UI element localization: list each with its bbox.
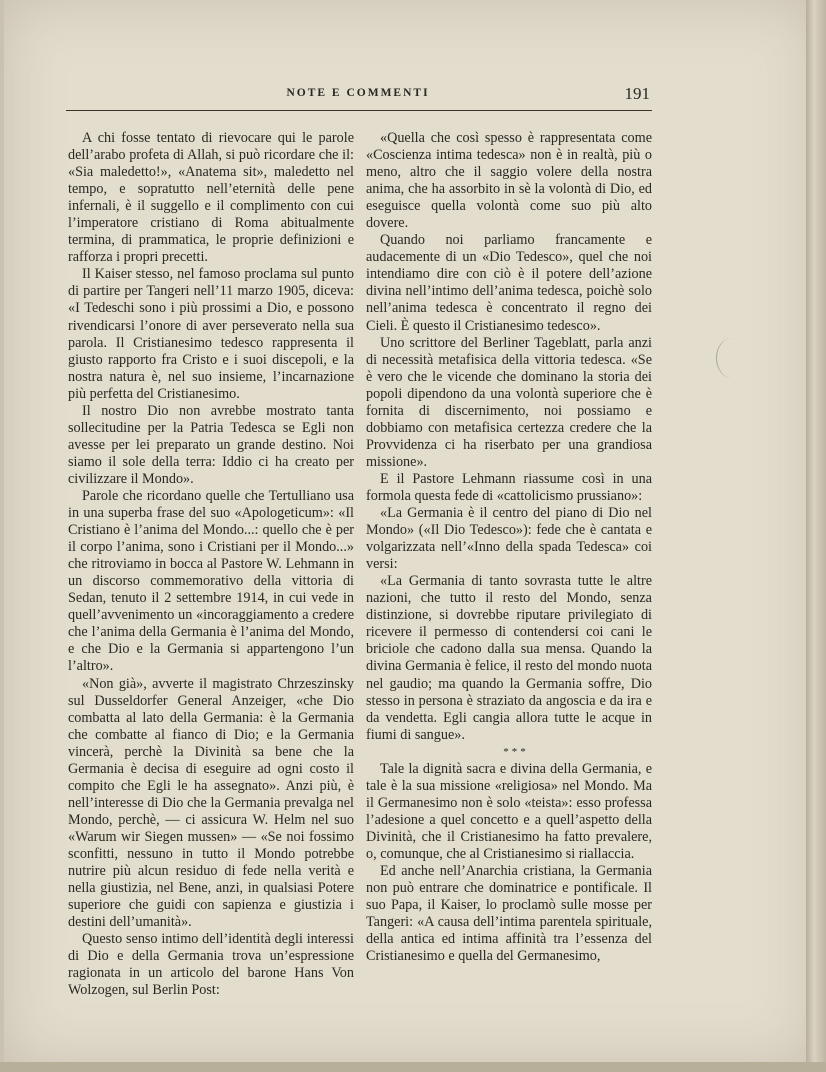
paragraph: Ed anche nell’Anarchia cristiana, la Germania non può entrare che dominatrice e pontificale. Il suo Papa, il Kaiser, lo proclamò sulle mosse per Tangeri: «A causa dell’intima parentela spirituale, della antica ed intima affinità tra l’essenza del Cristianesimo e quella del Germanesimo,: [366, 863, 652, 965]
paragraph: Quando noi parliamo francamente e audacemente di un «Dio Tedesco», quel che noi intendiamo dire con ciò è il potere dell’azione divina nell’intimo dell’anima tedesca, poichè solo nell’anima tedesca è concentrato il regno dei Cieli. È questo il Cristianesimo tedesco».: [366, 232, 652, 334]
pencil-mark: [716, 338, 747, 378]
section-separator: ***: [503, 745, 529, 758]
paragraph: «Non già», avverte il magistrato Chrzeszinsky sul Dusseldorfer General Anzeiger, «che Dio combatta al lato della Germania: è la Germania che combatte al fianco di Dio; e la Germania vincerà, perchè la Divinità sa bene che la Germania è decisa di eseguire ad ogni costo il compito che Egli le ha assegnato». Anzi più, è nell’interesse di Dio che la Germania prevalga nel Mondo, perchè, — ci assicura W. Helm nel suo «Warum wir Siegen mussen» — «Se noi fossimo sconfitti, nessuno in tutto il Mondo potrebbe nutrire più alcun residuo di fede nella verità e nella giustizia, nel Bene, anzi, in qualsiasi Potere superiore che guidi con sapienza e giustizia i destini dell’umanità».: [68, 675, 354, 931]
paragraph: «La Germania di tanto sovrasta tutte le altre nazioni, che tutto il resto del Mondo, senza distinzione, si dovrebbe riputare privilegiato di ricevere il permesso di contendersi coi cani le briciole che cadono dalla sua mensa. Quando la divina Germania è felice, il resto del mondo nuota nel gaudio; ma quando la Germania soffre, Dio stesso in persona è straziato da angoscia e da ira e da vendetta. Egli cangia allora tutte le acque in fiumi di sangue».: [366, 573, 652, 743]
paragraph: Questo senso intimo dell’identità degli interessi di Dio e della Germania trova un’espressione ragionata in un articolo del barone Hans Von Wolzogen, sul Berlin Post:: [68, 931, 354, 999]
paragraph: A chi fosse tentato di rievocare qui le parole dell’arabo profeta di Allah, si può ricordare che il: «Sia maledetto!», «Anatema sit», maledetto nel tempo, e sopratutto nell’eternità delle pene infernali, è il suggello e il complimento con cui l’imperatore cristiano di Roma abitualmente termina, di prammatica, le proprie definizioni e rafforza i propri precetti.: [68, 130, 354, 266]
paragraph: «Quella che così spesso è rappresentata come «Coscienza intima tedesca» non è in realtà, più o meno, altro che il saggio volere della nostra anima, che ha assorbito in sè la volontà di Dio, ed eseguisce quella volontà come suo più alto dovere.: [366, 130, 652, 232]
page-edge-bottom: [0, 1062, 826, 1072]
page-number: 191: [624, 84, 650, 103]
right-column: [366, 130, 652, 965]
header-rule: [66, 110, 652, 111]
running-header: [66, 86, 650, 106]
page-edge-right: [806, 0, 826, 1072]
paragraph: «La Germania è il centro del piano di Dio nel Mondo» («Il Dio Tedesco»): fede che è cantata e volgarizzata nell’«Inno della spada Tedesca» coi versi:: [366, 505, 652, 573]
left-column: [68, 130, 354, 999]
paragraph: Il Kaiser stesso, nel famoso proclama sul punto di partire per Tangeri nell’11 marzo 1905, diceva: «I Tedeschi sono i più prossimi a Dio, e possono rivendicarsi l’onore di aver perseverato nella sua parola. Il Cristianesimo tedesco rappresenta il giusto rapporto fra Cristo e i suoi discepoli, e la nostra natura è, nel suo insieme, l’incarnazione più perfetta del Cristianesimo.: [68, 266, 354, 402]
paragraph: E il Pastore Lehmann riassume così in una formola questa fede di «cattolicismo prussiano»:: [366, 470, 652, 504]
paragraph: Il nostro Dio non avrebbe mostrato tanta sollecitudine per la Patria Tedesca se Egli non avesse per lei preparato un grande destino. Noi siamo il sole della terra: Iddio ci ha creato per civilizzare il Mondo».: [68, 402, 354, 487]
paragraph: Tale la dignità sacra e divina della Germania, e tale è la sua missione «religiosa» nel Mondo. Ma il Germanesimo non è solo «teista»: esso professa l’adesione a quel concetto e a quell’aspetto della Divinità, che il Cristianesimo ha fatto prevalere, o, comunque, che al Cristianesimo si riallaccia.: [366, 760, 652, 862]
paragraph: Parole che ricordano quelle che Tertulliano usa in una superba frase del suo «Apologeticum»: «Il Cristiano è l’anima del Mondo...: quello che è per il corpo l’anima, sono i Cristiani per il Mondo...» che ritroviamo in bocca al Pastore W. Lehmann in un discorso commemorativo della vittoria di Sedan, tenuto il 2 settembre 1914, in cui vede in quell’avvenimento un «incoraggiamento a credere che l’anima della Germania è l’anima del Mondo, e che Dio e la Germania si appartengono l’un l’altro».: [68, 487, 354, 675]
paragraph: Uno scrittore del Berliner Tageblatt, parla anzi di necessità metafisica della vittoria tedesca. «Se è vero che le vicende che dominano la storia dei popoli dipendono da una volontà superiore che è fornita di discernimento, noi possiamo e dobbiamo con metafisica certezza credere che la Provvidenza ci ha riserbato per una grandiosa missione».: [366, 334, 652, 470]
running-title: NOTE E COMMENTI: [286, 87, 430, 99]
